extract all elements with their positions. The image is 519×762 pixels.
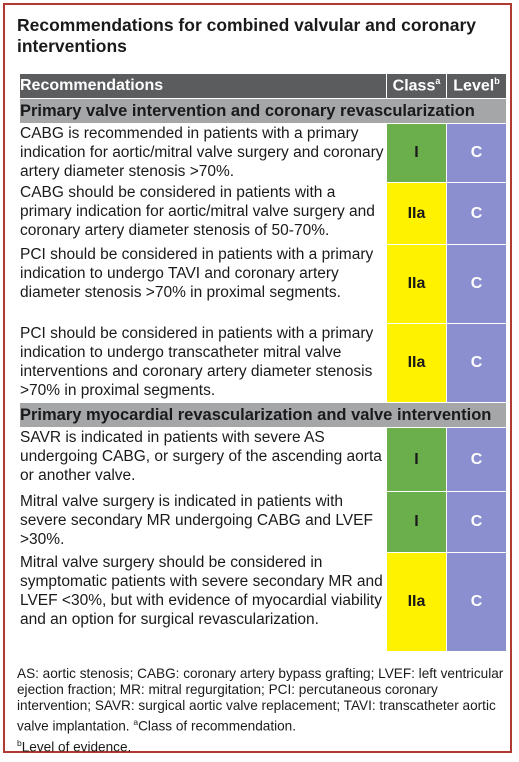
recommendation-text: CABG is recommended in patients with a primary indication for aortic/mitral valve surgery and coronary artery diameter stenosis >70%.	[20, 124, 387, 183]
section-title: Primary myocardial revascularization and valve intervention	[20, 403, 507, 428]
section-title: Primary valve intervention and coronary revascularization	[20, 99, 507, 124]
header-class: Class$^a$	[387, 74, 447, 99]
level-cell: C	[447, 553, 507, 652]
table-row	[20, 492, 507, 553]
table-row	[20, 183, 507, 245]
recommendation-text: Mitral valve surgery is indicated in patients with severe secondary MR undergoing CABG and LVEF >30%.	[20, 492, 387, 553]
level-cell: C	[447, 245, 507, 324]
level-cell: C	[447, 492, 507, 553]
class-cell: IIa	[387, 245, 447, 324]
recommendation-text: SAVR is indicated in patients with severe AS undergoing CABG, or surgery of the ascending aorta or another valve.	[20, 428, 387, 492]
level-cell: C	[447, 428, 507, 492]
footnote-class: Class of recommendation.	[138, 718, 297, 734]
class-cell: I	[387, 124, 447, 183]
footnote-abbreviations: AS: aortic stenosis; CABG: coronary artery bypass grafting; LVEF: left ventricular ejection fraction; MR: mitral regurgitation; PCI: percutaneous coronary intervention; SAVR: surgical aortic valve replacement; TAVI: transcatheter aortic valve implantation.	[17, 666, 504, 734]
class-cell: IIa	[387, 324, 447, 403]
level-cell: C	[447, 183, 507, 245]
table-title: Recommendations for combined valvular and coronary interventions	[17, 15, 476, 56]
recommendations-table	[19, 73, 507, 652]
table-row	[20, 553, 507, 652]
footnote: AS: aortic stenosis; CABG: coronary artery bypass grafting; LVEF: left ventricular ejection fraction; MR: mitral regurgitation; PCI: percutaneous coronary intervention; SAVR: surgical aortic valve replacement; TAVI: transcatheter aortic valve implantation. $^a$Class of recommendation. $^b$Level of evidence.	[17, 666, 504, 755]
table-row	[20, 324, 507, 403]
table-row	[20, 124, 507, 183]
header-recommendations: Recommendations	[20, 74, 387, 99]
section-row	[20, 403, 507, 428]
class-cell: IIa	[387, 553, 447, 652]
class-cell: I	[387, 428, 447, 492]
table-row	[20, 245, 507, 324]
class-cell: I	[387, 492, 447, 553]
header-level: Level$^b$	[447, 74, 507, 99]
header-row	[20, 74, 507, 99]
recommendation-text: PCI should be considered in patients with a primary indication to undergo TAVI and coronary artery diameter stenosis >70% in proximal segments.	[20, 245, 387, 324]
section-row	[20, 99, 507, 124]
recommendation-text: CABG should be considered in patients with a primary indication for aortic/mitral valve surgery and coronary artery diameter stenosis of 50-70%.	[20, 183, 387, 245]
footnote-level: Level of evidence.	[21, 739, 132, 755]
table-row	[20, 428, 507, 492]
recommendation-text: Mitral valve surgery should be considered in symptomatic patients with severe secondary MR and LVEF <30%, but with evidence of myocardial viability and an option for surgical revascularization.	[20, 553, 387, 652]
class-cell: IIa	[387, 183, 447, 245]
recommendation-text: PCI should be considered in patients with a primary indication to undergo transcatheter mitral valve interventions and coronary artery diameter stenosis >70% in proximal segments.	[20, 324, 387, 403]
recommendations-box	[3, 3, 512, 753]
level-cell: C	[447, 124, 507, 183]
level-cell: C	[447, 324, 507, 403]
